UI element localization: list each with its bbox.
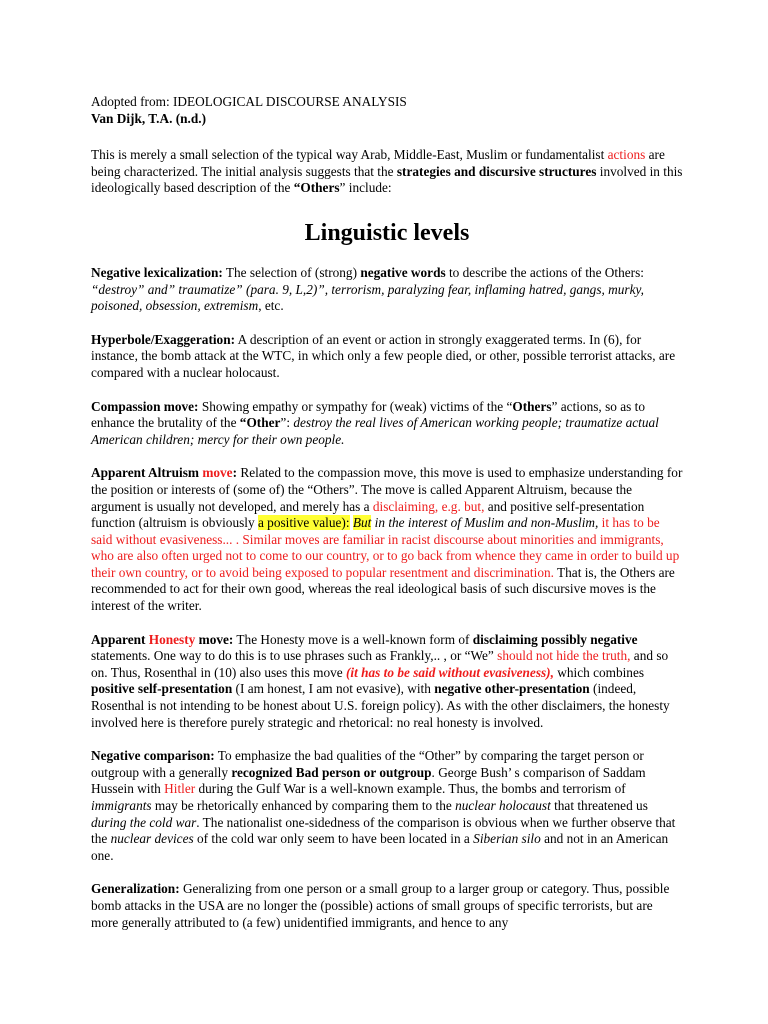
compassion-move-paragraph — [91, 399, 683, 449]
text-run: move: — [195, 631, 234, 647]
text-run: ” actions, so as to enhance the brutality of the — [91, 398, 645, 431]
text-run: “Others — [293, 180, 340, 196]
document-page — [91, 94, 683, 948]
text-run: The selection of (strong) — [222, 264, 361, 280]
text-run: Honesty — [148, 631, 196, 647]
text-run: recognized Bad person or outgroup — [231, 764, 432, 780]
text-run: immigrants — [91, 798, 152, 813]
text-run: are being characterized. The initial analysis suggests that the — [91, 147, 665, 179]
text-run: and not in an American one. — [91, 831, 669, 863]
intro-paragraph — [91, 147, 683, 197]
apparent-altruism-paragraph — [91, 465, 683, 614]
text-run: (it has to be said without evasiveness), — [345, 664, 554, 680]
text-run: “destroy” and” traumatize” (para. 9, L,2)”, terrorism, paralyzing fear, inflaming hatred, gangs, murky, poisoned, obsession, extremism — [91, 281, 644, 314]
text-run: Others — [512, 398, 552, 414]
text-run: : — [232, 465, 238, 481]
text-run: This is merely a small selection of the typical way Arab, Middle-East, Muslim or fundamentalist — [91, 147, 608, 163]
text-run: should not hide the truth, — [497, 648, 631, 664]
negative-comparison-paragraph — [91, 748, 683, 864]
text-run: that threatened us — [550, 798, 648, 813]
negative-lexicalization-paragraph — [91, 265, 683, 315]
apparent-honesty-paragraph — [91, 632, 683, 732]
text-run: To emphasize the bad qualities of the “Other” by comparing the target person or outgroup with a generally — [91, 748, 644, 780]
term-title: Compassion move: — [91, 398, 199, 414]
text-run: ”: — [280, 415, 294, 431]
text-run: (I am honest, I am not evasive), with — [232, 681, 435, 697]
text-run: A description of an event or action in strongly exaggerated terms. In (6), for instance, the bomb attack at the WTC, in which only a few people died, or other, possible terrorist attacks, are compared with a nuclear holocaust. — [91, 331, 676, 380]
text-run: Hitler — [164, 781, 196, 797]
text-run: Related to the compassion move, this move is used to emphasize understanding for the position or interests of (some of) the “Others”. The move is called Apparent Altruism, because the argument is usually not developed, and merely has a — [91, 465, 683, 514]
text-run: negative words — [360, 264, 446, 280]
text-run: nuclear devices — [110, 831, 194, 847]
source-line — [91, 94, 683, 111]
text-run: “Other — [239, 415, 281, 431]
term-title: Apparent — [91, 631, 149, 647]
text-run: to describe the actions of the Others: — [445, 264, 644, 280]
section-heading: Linguistic levels — [304, 219, 470, 246]
text-run: actions — [607, 147, 646, 163]
hyperbole-paragraph — [91, 332, 683, 382]
text-run: during the cold war — [91, 814, 197, 830]
text-run: and so on. Thus, Rosenthal in (10) also uses this move — [91, 648, 669, 680]
text-run: disclaiming possibly negative — [472, 631, 638, 647]
text-run: may be rhetorically enhanced by comparing them to the — [151, 798, 456, 813]
text-run: (indeed, Rosenthal is not intending to be honest about U.S. foreign policy). As with the other disclaimers, the honesty involved here is therefore purely strategic and rhetorical: no real honesty is involved. — [91, 681, 670, 730]
text-run: . The nationalist one-sidedness of the comparison is obvious when we further observe that the — [91, 814, 676, 847]
text-run: negative other-presentation — [434, 681, 590, 697]
text-run: it has to be said without evasiveness... . Similar moves are familiar in racist discourse about minorities and immigrants, who are also often urged not to come to our country, or to go back from whence they came in order to build up their own country, or to avoid being exposed to popular resentment and discrimination. — [91, 515, 680, 580]
highlighted-text: But — [352, 515, 372, 531]
source-title: IDEOLOGICAL DISCOURSE ANALYSIS — [172, 94, 407, 109]
text-run: during the Gulf War is a well-known example. Thus, the bombs and terrorism of — [195, 781, 626, 797]
text-run: The Honesty move is a well-known form of — [233, 631, 473, 647]
text-run: disclaiming, e.g. but, — [372, 498, 485, 514]
term-title: Negative lexicalization: — [91, 264, 223, 280]
text-run: That is, the Others are recommended to act for their own good, whereas the real ideological basis of such discursive moves is the interest of the writer. — [91, 564, 675, 614]
term-title: Generalization: — [91, 881, 180, 897]
text-run: Siberian silo — [473, 831, 541, 847]
text-run: and positive self-presentation function (altruism is obviously — [91, 498, 645, 531]
text-run: , etc. — [258, 298, 284, 314]
text-run: of the cold war only seem to have been located in a — [193, 831, 474, 847]
term-title: Hyperbole/Exaggeration: — [91, 331, 236, 347]
generalization-paragraph — [91, 881, 683, 931]
text-run: strategies and discursive structures — [396, 163, 597, 179]
text-run: statements. One way to do this is to use phrases such as Frankly,.. , or “We” — [91, 648, 498, 664]
text-run: Generalizing from one person or a small group to a larger group or category. Thus, possible bomb attacks in the USA are no longer the (possible) actions of small groups of specific terrorists, but are more generally attributed to (a few) unidentified immigrants, and hence to any — [91, 881, 670, 930]
text-run: which combines — [553, 664, 645, 680]
term-title: Apparent Altruism — [91, 465, 203, 481]
text-run: Showing empathy or sympathy for (weak) victims of the “ — [198, 398, 513, 414]
text-run: destroy the real lives of American working people; traumatize actual American children; mercy for their own people. — [91, 415, 659, 447]
term-title: Negative comparison: — [91, 748, 215, 764]
text-run: in the interest of Muslim and non-Muslim, — [371, 515, 602, 531]
adopted-prefix: Adopted from: — [91, 94, 173, 109]
text-run: move — [202, 465, 233, 481]
text-run: involved in this ideologically based description of the — [91, 163, 683, 196]
author-line: Van Dijk, T.A. (n.d.) — [91, 110, 207, 126]
text-run: ” include: — [339, 180, 392, 196]
text-run: . George Bush’ s comparison of Saddam Hussein with — [91, 764, 646, 797]
highlighted-text: a positive value): — [257, 515, 350, 531]
text-run: positive self-presentation — [91, 681, 233, 697]
text-run: nuclear holocaust — [455, 798, 551, 813]
